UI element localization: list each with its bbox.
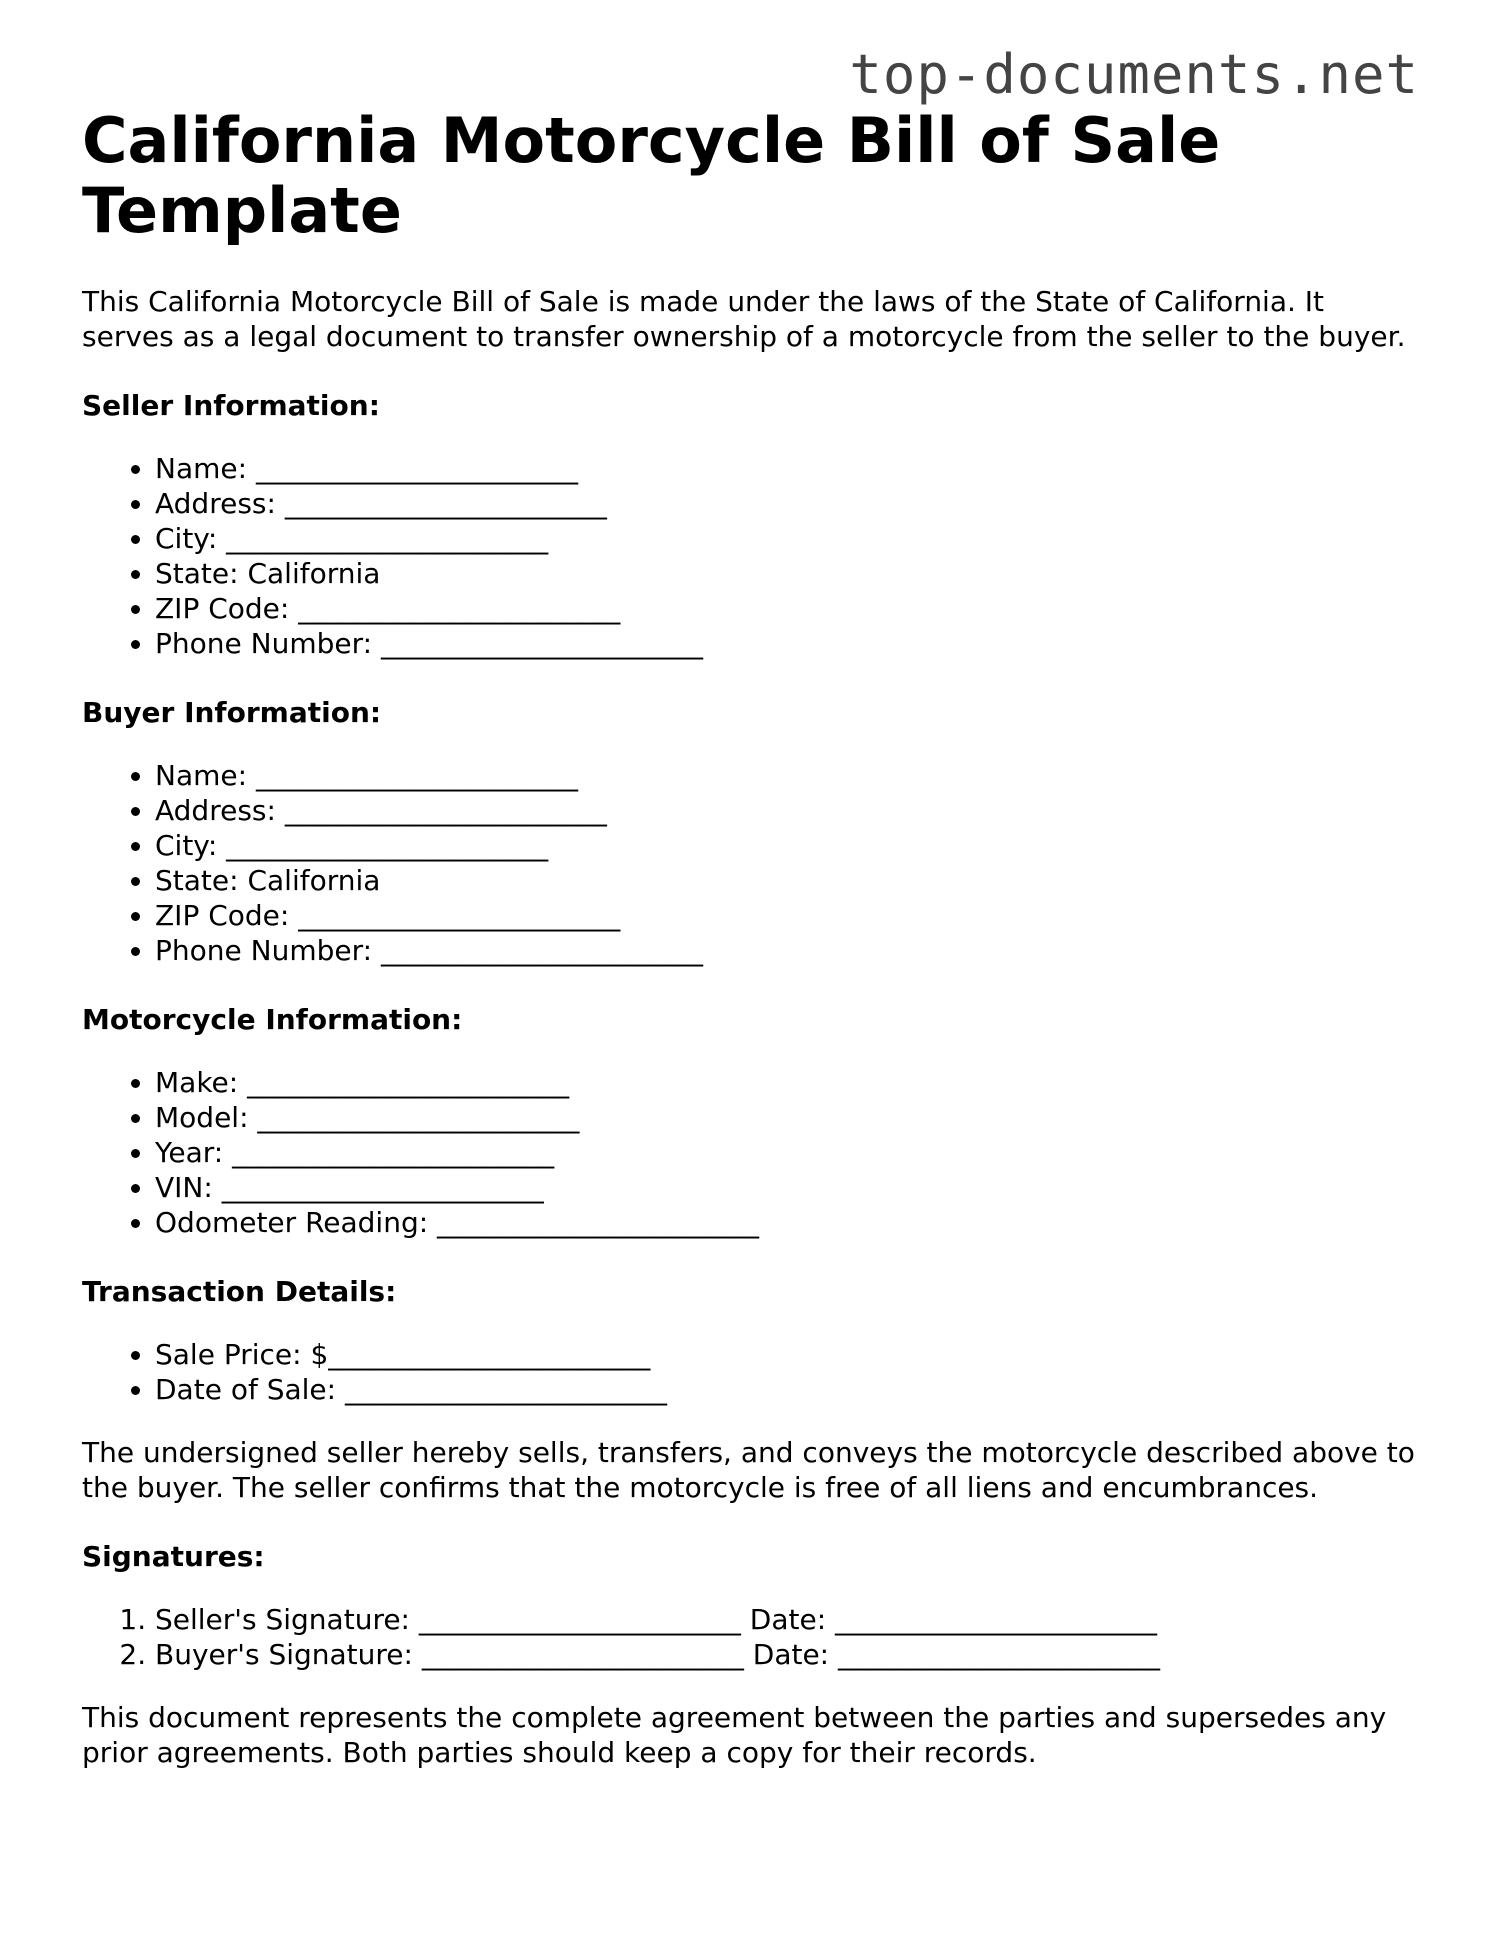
seller-address-field: • Address: _______________________ (155, 486, 1422, 521)
closing-paragraph: This document represents the complete agreement between the parties and supersedes any prior agreements. Both parties should keep a copy for their records. (82, 1701, 1387, 1769)
sale-date-field: • Date of Sale: _______________________ (155, 1372, 1422, 1407)
buyer-zip-field: • ZIP Code: _______________________ (155, 898, 1422, 933)
motorcycle-odometer-field: • Odometer Reading: _______________________ (155, 1205, 1422, 1240)
buyer-heading: Buyer Information: (82, 696, 382, 729)
transfer-statement: The undersigned seller hereby sells, transfers, and conveys the motorcycle described above to the buyer. The seller confirms that the motorcycle is free of all liens and encumbrances. (82, 1436, 1415, 1504)
transaction-heading: Transaction Details: (82, 1275, 397, 1308)
seller-state-field: • State: California (155, 556, 1422, 591)
buyer-phone-field: • Phone Number: _______________________ (155, 933, 1422, 968)
motorcycle-make-field: • Make: _______________________ (155, 1065, 1422, 1100)
seller-signature-line: 1. Seller's Signature: _______________________ Date: _______________________ (155, 1602, 1422, 1637)
intro-paragraph: This California Motorcycle Bill of Sale is made under the laws of the State of California. It serves as a legal document to transfer ownership of a motorcycle from the seller to the buyer. (82, 285, 1406, 353)
seller-zip-field: • ZIP Code: _______________________ (155, 591, 1422, 626)
buyer-name-field: • Name: _______________________ (155, 758, 1422, 793)
seller-heading: Seller Information: (82, 389, 380, 422)
motorcycle-heading: Motorcycle Information: (82, 1003, 463, 1036)
motorcycle-vin-field: • VIN: _______________________ (155, 1170, 1422, 1205)
motorcycle-year-field: • Year: _______________________ (155, 1135, 1422, 1170)
site-watermark: top-documents.net (849, 43, 1419, 106)
transaction-list (82, 1337, 1422, 1407)
page-title: California Motorcycle Bill of Sale Template (82, 104, 1221, 247)
motorcycle-list (82, 1065, 1422, 1240)
seller-phone-field: • Phone Number: _______________________ (155, 626, 1422, 661)
signatures-list (82, 1602, 1422, 1672)
buyer-signature-line: 2. Buyer's Signature: _______________________ Date: _______________________ (155, 1637, 1422, 1672)
seller-list (82, 451, 1422, 661)
seller-city-field: • City: _______________________ (155, 521, 1422, 556)
buyer-city-field: • City: _______________________ (155, 828, 1422, 863)
buyer-state-field: • State: California (155, 863, 1422, 898)
buyer-list (82, 758, 1422, 968)
seller-name-field: • Name: _______________________ (155, 451, 1422, 486)
document-body (82, 106, 1422, 1770)
signatures-heading: Signatures: (82, 1540, 265, 1573)
motorcycle-model-field: • Model: _______________________ (155, 1100, 1422, 1135)
sale-price-field: • Sale Price: $_______________________ (155, 1337, 1422, 1372)
buyer-address-field: • Address: _______________________ (155, 793, 1422, 828)
